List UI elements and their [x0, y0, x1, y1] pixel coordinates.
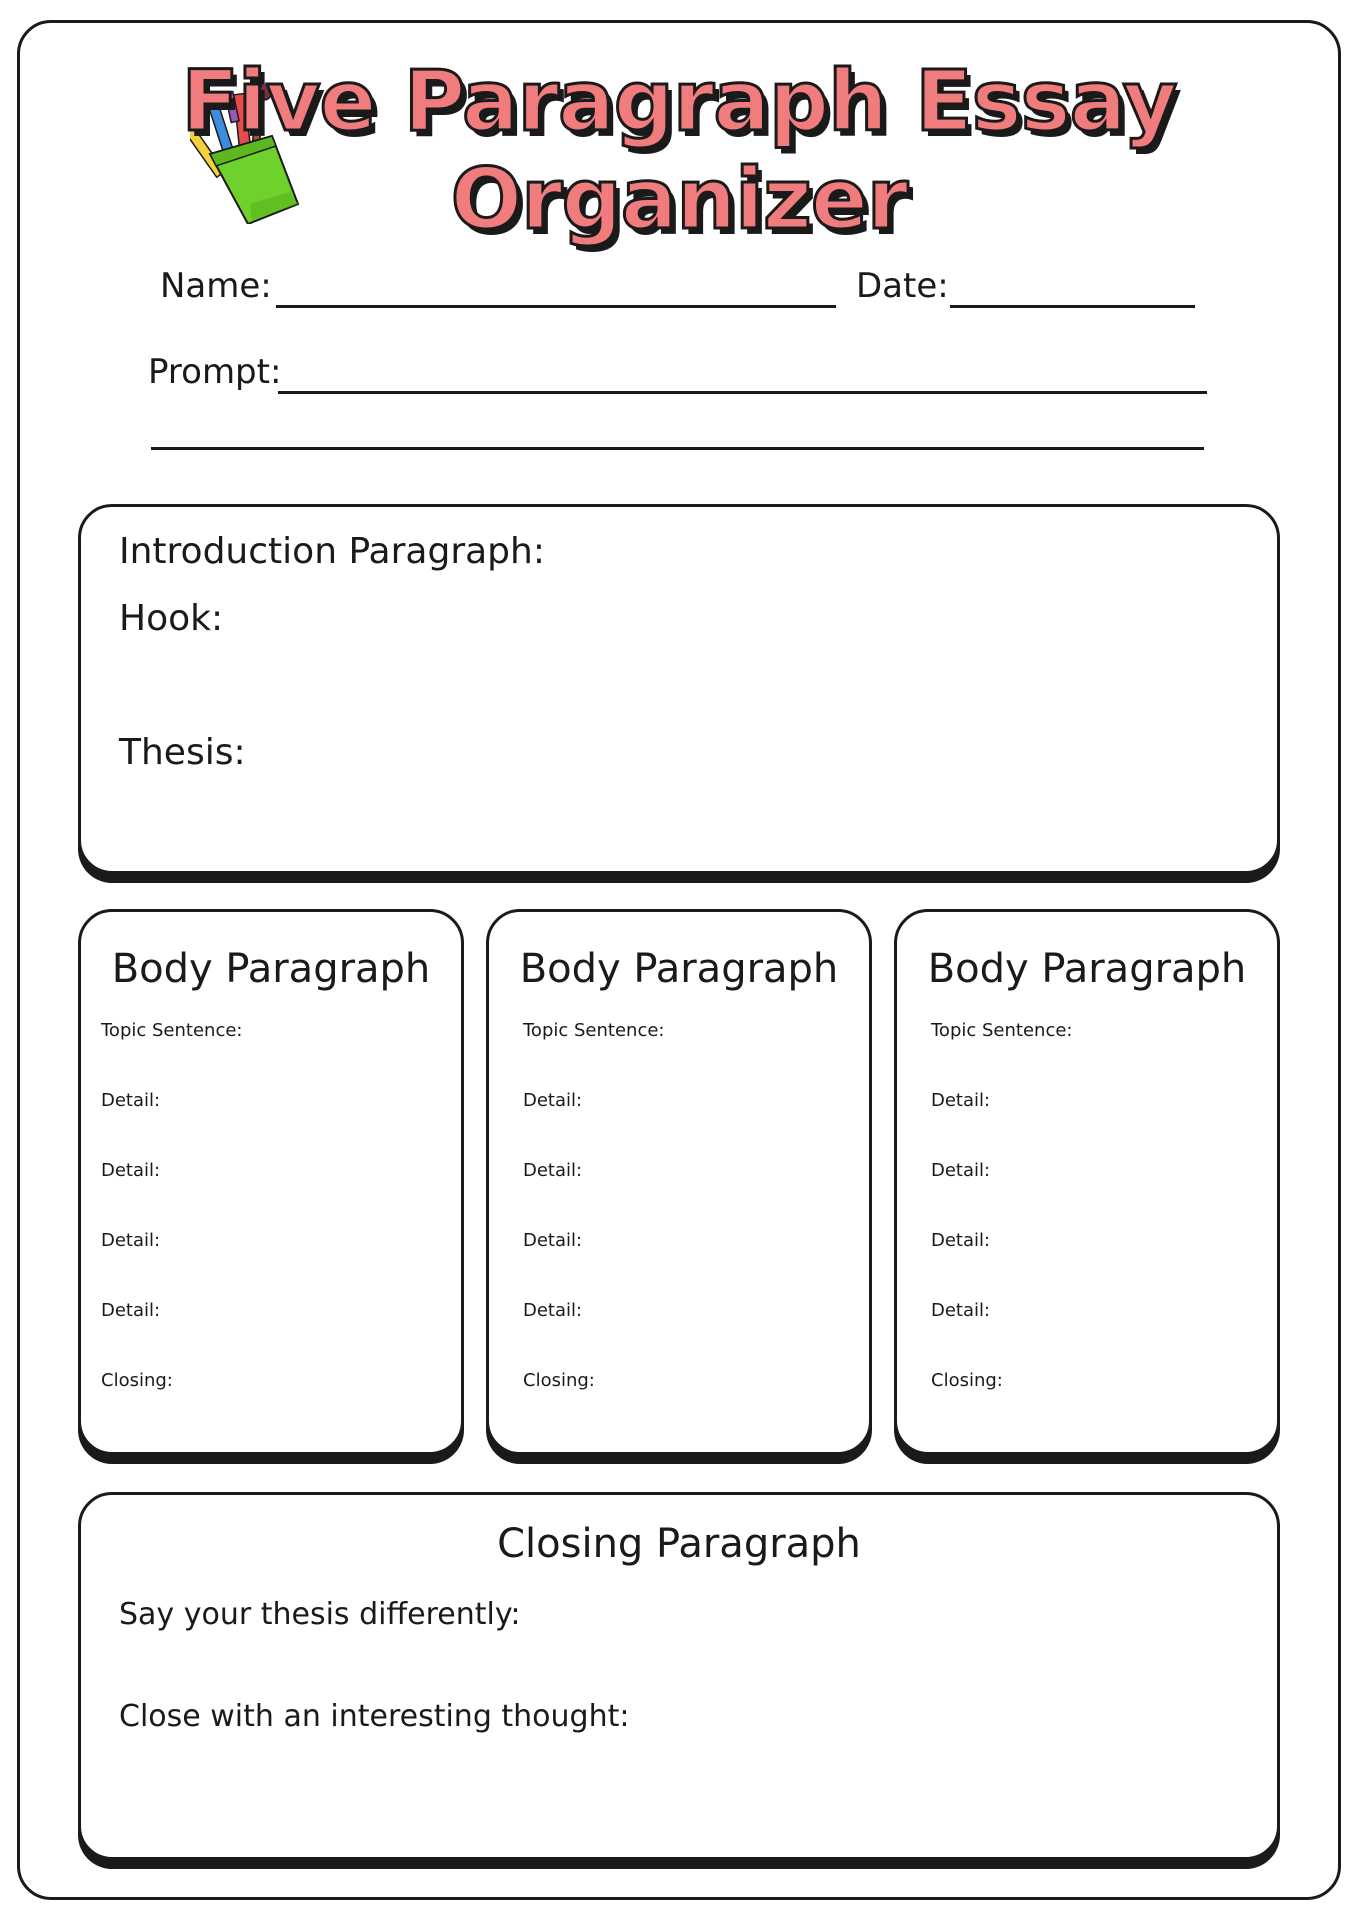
- detail-label: Detail:: [101, 1090, 161, 1111]
- topic-sentence-label: Topic Sentence:: [101, 1020, 243, 1041]
- hook-label: Hook:: [119, 598, 224, 639]
- detail-label: Detail:: [931, 1300, 991, 1321]
- name-label: Name:: [160, 266, 272, 306]
- body-paragraph-box-1: [78, 909, 464, 1455]
- body-paragraph-heading: Body Paragraph: [519, 946, 839, 992]
- body-paragraph-box-3: [894, 909, 1280, 1455]
- detail-label: Detail:: [523, 1090, 583, 1111]
- closing-paragraph-box: [78, 1492, 1280, 1860]
- thesis-label: Thesis:: [119, 732, 246, 773]
- closing-label: Closing:: [101, 1370, 173, 1391]
- restate-thesis-label: Say your thesis differently:: [119, 1597, 521, 1632]
- detail-label: Detail:: [523, 1230, 583, 1251]
- title-line-2: Organizer: [450, 150, 908, 248]
- introduction-heading: Introduction Paragraph:: [119, 531, 545, 572]
- closing-paragraph-heading: Closing Paragraph: [497, 1521, 861, 1567]
- name-input-line[interactable]: [276, 305, 836, 308]
- introduction-box: [78, 504, 1280, 874]
- closing-label: Closing:: [523, 1370, 595, 1391]
- title-line-1: Five Paragraph Essay: [181, 52, 1177, 150]
- topic-sentence-label: Topic Sentence:: [931, 1020, 1073, 1041]
- body-paragraph-heading: Body Paragraph: [111, 946, 431, 992]
- detail-label: Detail:: [101, 1160, 161, 1181]
- detail-label: Detail:: [931, 1090, 991, 1111]
- detail-label: Detail:: [523, 1160, 583, 1181]
- closing-label: Closing:: [931, 1370, 1003, 1391]
- detail-label: Detail:: [101, 1300, 161, 1321]
- body-paragraph-heading: Body Paragraph: [927, 946, 1247, 992]
- prompt-input-line-1[interactable]: [278, 391, 1207, 394]
- detail-label: Detail:: [523, 1300, 583, 1321]
- detail-label: Detail:: [101, 1230, 161, 1251]
- topic-sentence-label: Topic Sentence:: [523, 1020, 665, 1041]
- interesting-thought-label: Close with an interesting thought:: [119, 1699, 630, 1734]
- detail-label: Detail:: [931, 1160, 991, 1181]
- prompt-label: Prompt:: [148, 352, 282, 392]
- prompt-input-line-2[interactable]: [151, 447, 1204, 450]
- body-paragraph-box-2: [486, 909, 872, 1455]
- date-label: Date:: [856, 266, 949, 306]
- detail-label: Detail:: [931, 1230, 991, 1251]
- date-input-line[interactable]: [950, 305, 1195, 308]
